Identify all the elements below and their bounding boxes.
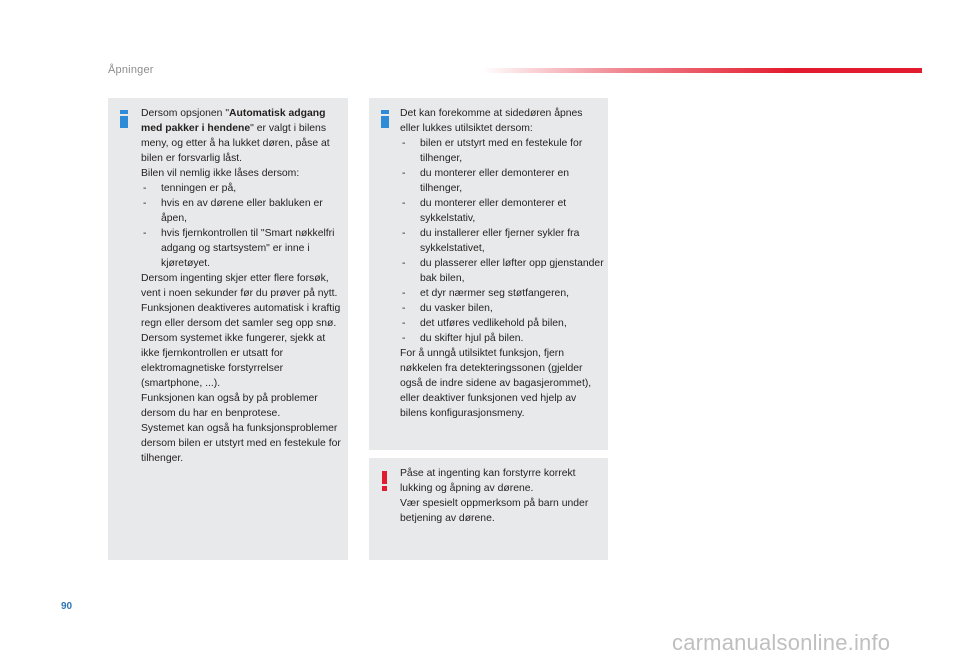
list-item: - bilen er utstyrt med en festekule for tilhenger, — [400, 136, 604, 166]
list-item: - du installerer eller fjerner sykler fra sykkelstativet, — [400, 226, 604, 256]
warning-panel-text — [400, 466, 604, 526]
warning-line: Påse at ingenting kan forstyrre korrekt lukking og åpning av dørene. — [400, 468, 576, 494]
list-item: - hvis fjernkontrollen til "Smart nøkkelfri adgang og startsystem" er inne i kjøretøyet. — [141, 226, 345, 271]
list-item: - det utføres vedlikehold på bilen, — [400, 316, 604, 331]
condition-list — [400, 136, 604, 346]
info-icon — [120, 110, 128, 128]
lead-text: Bilen vil nemlig ikke låses dersom: — [141, 168, 300, 179]
list-item: - du monterer eller demonterer en tilhenger, — [400, 166, 604, 196]
paragraph: Dersom ingenting skjer etter flere forsøk, vent i noen sekunder før du prøver på nytt. — [141, 273, 338, 299]
header-accent-bar — [482, 68, 922, 73]
info-panel-left — [108, 98, 348, 560]
warning-line: Vær spesielt oppmerksom på barn under betjening av dørene. — [400, 498, 589, 524]
list-item: - hvis en av dørene eller bakluken er åpen, — [141, 196, 345, 226]
warning-panel — [369, 458, 608, 560]
list-item: - du skifter hjul på bilen. — [400, 331, 604, 346]
paragraph: Funksjonen kan også by på problemer dersom du har en benprotese. — [141, 393, 318, 419]
paragraph: Funksjonen deaktiveres automatisk i kraftig regn eller dersom det samler seg opp snø. — [141, 303, 341, 329]
intro-paragraph: Det kan forekomme at sidedøren åpnes eller lukkes utilsiktet dersom: — [400, 108, 583, 134]
option-name: Automatisk adgang med pakker i hendene — [141, 108, 326, 134]
info-panel-left-text — [141, 106, 345, 466]
page-number: 90 — [61, 601, 73, 612]
outro-paragraph: For å unngå utilsiktet funksjon, fjern nøkkelen fra detekteringssonen (gjelder også de indre sidene av bagasjerommet), eller deaktiver funksjonen ved hjelp av bilens konfigurasjonsmeny. — [400, 348, 592, 419]
list-item: - et dyr nærmer seg støtfangeren, — [400, 286, 604, 301]
info-panel-right-text — [400, 106, 604, 421]
intro-paragraph: Dersom opsjonen "Automatisk adgang med pakker i hendene" er valgt i bilens meny, og etter å ha lukket døren, påse at bilen er forsvarlig låst. — [141, 108, 330, 164]
section-title: Åpninger — [108, 64, 154, 76]
paragraph: Systemet kan også ha funksjonsproblemer dersom bilen er utstyrt med en festekule for tilhenger. — [141, 423, 341, 464]
watermark: carmanualsonline.info — [672, 630, 891, 655]
warning-icon — [382, 471, 387, 491]
info-panel-right — [369, 98, 608, 450]
paragraph: Dersom systemet ikke fungerer, sjekk at ikke fjernkontrollen er utsatt for elektromagnetiske forstyrrelser (smartphone, ...). — [141, 333, 326, 389]
list-item: - du plasserer eller løfter opp gjenstander bak bilen, — [400, 256, 604, 286]
list-item: - du vasker bilen, — [400, 301, 604, 316]
info-icon — [381, 110, 389, 128]
condition-list — [141, 181, 345, 271]
list-item: - du monterer eller demonterer et sykkelstativ, — [400, 196, 604, 226]
list-item: - tenningen er på, — [141, 181, 345, 196]
